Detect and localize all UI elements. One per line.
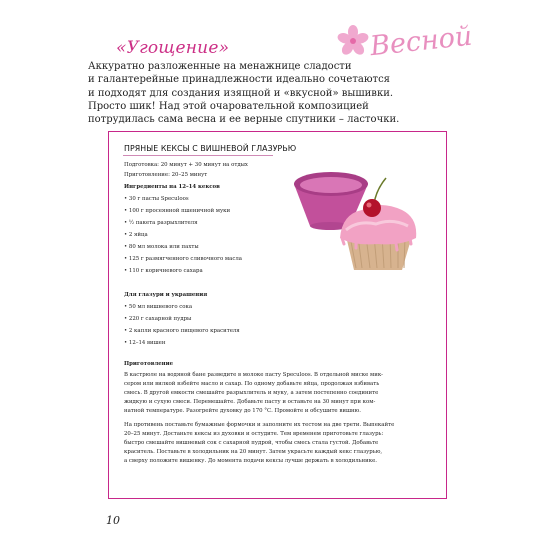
page-number: 10 [106,514,120,527]
recipe-title: ПРЯНЫЕ КЕКСЫ С ВИШНЕВОЙ ГЛАЗУРЬЮ [124,144,297,153]
intro-line: Просто шик! Над этой очаровательной композицией [88,100,369,112]
method-line: краситель. Поставьте в холодильник на 20 минут. Затем украсьте каждый кекс глазурью, [124,449,383,455]
ingredient-item: • 110 г коричневого сахара [124,268,203,274]
ingredients-title: Ингредиенты на 12–14 кексов [124,184,220,190]
method-line: 20–25 минут. Достаньте кексы из духовки и остудите. Тем временем приготовьте глазурь: [124,431,384,437]
glaze-item: • 12–14 вишен [124,340,166,346]
intro-line: и галантерейные принадлежности идеально сочетаются [88,74,390,86]
intro-line: потрудилась сама весна и ее верные спутники – ласточки. [88,114,400,126]
method-line: а сверху положите вишенку. До момента подачи кексы лучше держать в холодильнике. [124,458,378,464]
method-line: В кастрюле на водяной бане разведите в молоке пасту Speculoos. В отдельной миске мик- [124,372,384,378]
intro-text [88,60,468,126]
intro-line: Аккуратно разложенные на менажнице сладости [88,61,352,72]
ingredient-item: • 80 мл молока или пахты [124,244,199,250]
method-line: На противень поставьте бумажные формочки и заполните их тестом на две трети. Выпекайте [124,422,395,428]
glaze-item: • 50 мл вишневого сока [124,304,193,310]
ingredient-item: • 100 г просеянной пшеничной муки [124,208,231,214]
chapter-title: Весной [368,20,474,63]
flower-icon [336,24,370,58]
method-line: смесь. В другой емкости смешайте разрыхлитель и муку, а затем постепенно соедините [124,390,379,396]
method-line: быстро смешайте вишневый сок с сахарной пудрой, чтобы смесь стала густой. Добавьте [124,440,379,446]
intro-line: и подходят для создания изящной и «вкусной» вышивки. [88,87,394,99]
glaze-item: • 220 г сахарной пудры [124,316,192,322]
ingredient-item: • ½ пакета разрыхлителя [124,220,198,226]
ingredient-item: • 125 г размягченного сливочного масла [124,256,242,262]
prep-time: Подготовка: 20 минут + 30 минут на отдых [124,162,248,168]
ingredient-item: • 2 яйца [124,232,148,238]
method-line: натной температуре. Разогрейте духовку до 170 °С. Промойте и обсушите вишню. [124,408,361,414]
cupcake-photo [284,164,421,273]
title-underline [123,155,273,156]
method-line: сером или вилкой взбейте масло и сахар. По одному добавьте яйца, продолжая взбивать [124,381,380,387]
glaze-item: • 2 капли красного пищевого красителя [124,328,240,334]
glaze-title: Для глазури и украшения [124,292,208,298]
cook-time: Приготовление: 20–25 минут [124,172,208,178]
method-title: Приготовление [124,361,174,367]
ingredient-item: • 30 г пасты Speculoos [124,196,189,202]
method-line: жидкую и сухую смеси. Перемешайте. Добавьте пасту и оставьте на 30 минут при ком- [124,399,376,405]
section-heading: «Угощение» [116,38,230,58]
